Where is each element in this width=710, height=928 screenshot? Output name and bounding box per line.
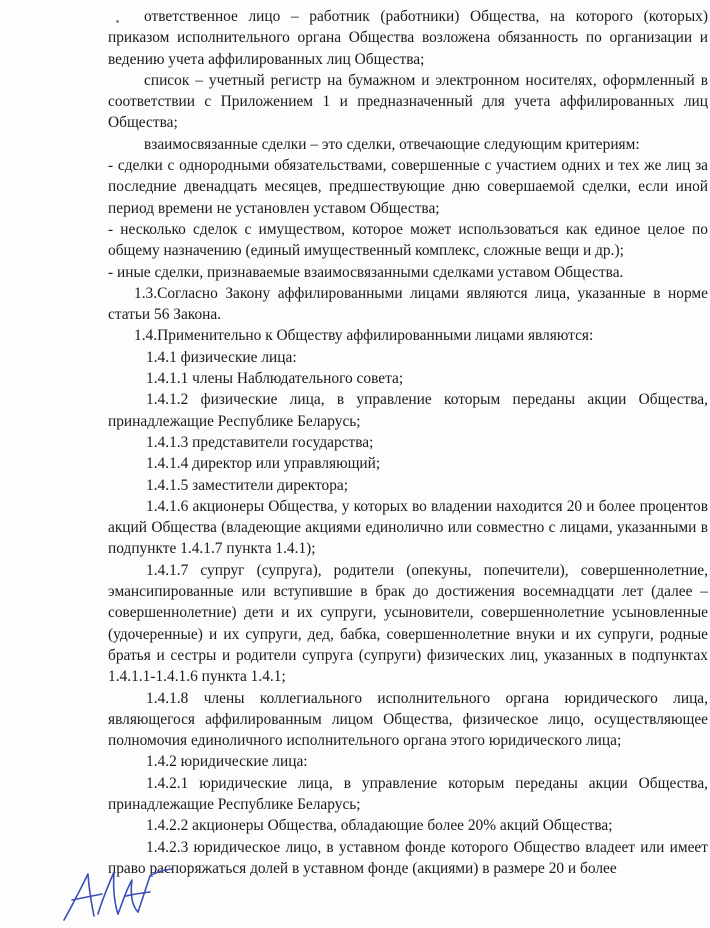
clause-1-4-2-3: 1.4.2.3 юридическое лицо, в уставном фонде которого Общество владеет или имеет право распоряжаться долей в уставном фонде (акциями) в размере 20 и более	[108, 838, 708, 877]
clause-1-4-1: 1.4.1 физические лица:	[146, 348, 297, 366]
clause-1-4-1-7: 1.4.1.7 супруг (супруга), родители (опекуны, попечители), совершеннолетние, эмансипированные или вступившие в брак до достижения восемнадцати лет (далее – совершеннолетние) дети и их супруги, усыновители, совершеннолетние усыновленные (удочеренные) и их супруги, дед, бабка, совершеннолетние внуки и их супруги, родные братья и сестры и родители супруга (супруги) физических лиц, указанных в подпунктах 1.4.1.1-1.4.1.6 пункта 1.4.1;	[108, 561, 708, 686]
clause-1-4-1-8: 1.4.1.8 члены коллегиального исполнительного органа юридического лица, являющегося аффилированным лицом Общества, физическое лицо, осуществляющее полномочия единоличного исполнительного органа этого юридического лица;	[108, 689, 708, 750]
document-body	[108, 6, 708, 879]
clause-1-3: 1.3.Согласно Закону аффилированными лицами являются лица, указанные в норме статьи 56 Закона.	[108, 284, 708, 324]
clause-1-4: 1.4.Применительно к Обществу аффилированными лицами являются:	[134, 327, 594, 345]
paragraph-list-definition: список – учетный регистр на бумажном и электронном носителях, оформленный в соответствии с Приложением 1 и предназначенный для учета аффилированных лиц Общества;	[108, 71, 708, 132]
list-item-deals-homogeneous: - сделки с однородными обязательствами, совершенные с участием одних и тех же лиц за последние двенадцать месяцев, предшествующие дню совершаемой сделки, если иной период времени не установлен уставом Общества;	[108, 157, 708, 217]
list-item-deals-property: - несколько сделок с имуществом, которое может использоваться как единое целое по общему назначению (единый имущественный комплекс, сложные вещи и др.);	[108, 220, 708, 260]
clause-1-4-1-1: 1.4.1.1 члены Наблюдательного совета;	[146, 370, 404, 388]
signature-strokes	[64, 869, 172, 920]
clause-1-4-2-1: 1.4.2.1 юридические лица, в управление которым переданы акции Общества, принадлежащие Республике Беларусь;	[108, 774, 708, 813]
list-item-deals-other: - иные сделки, признаваемые взаимосвязанными сделками уставом Общества.	[108, 263, 624, 281]
clause-1-4-2: 1.4.2 юридические лица:	[146, 753, 308, 771]
paragraph-related-deals: взаимосвязанные сделки – это сделки, отвечающие следующим критериям:	[144, 135, 640, 153]
clause-1-4-1-2: 1.4.1.2 физические лица, в управление которым переданы акции Общества, принадлежащие Республике Беларусь;	[108, 391, 708, 430]
clause-1-4-1-5: 1.4.1.5 заместители директора;	[146, 476, 349, 494]
handwritten-signature	[58, 860, 178, 926]
clause-1-4-1-6: 1.4.1.6 акционеры Общества, у которых во владении находится 20 и более процентов акций Общества (владеющие акциями единолично или совместно с лицами, указанными в подпункте 1.4.1.7 пункта 1.4.1);	[108, 497, 708, 558]
clause-1-4-1-3: 1.4.1.3 представители государства;	[146, 433, 374, 451]
paragraph-responsible-person: ответственное лицо – работник (работники) Общества, на которого (которых) приказом исполнительного органа Общества возложена обязанность по организации и ведению учета аффилированных лиц Общества;	[108, 8, 708, 68]
clause-1-4-1-4: 1.4.1.4 директор или управляющий;	[146, 455, 381, 473]
clause-1-4-2-2: 1.4.2.2 акционеры Общества, обладающие более 20% акций Общества;	[146, 817, 613, 835]
